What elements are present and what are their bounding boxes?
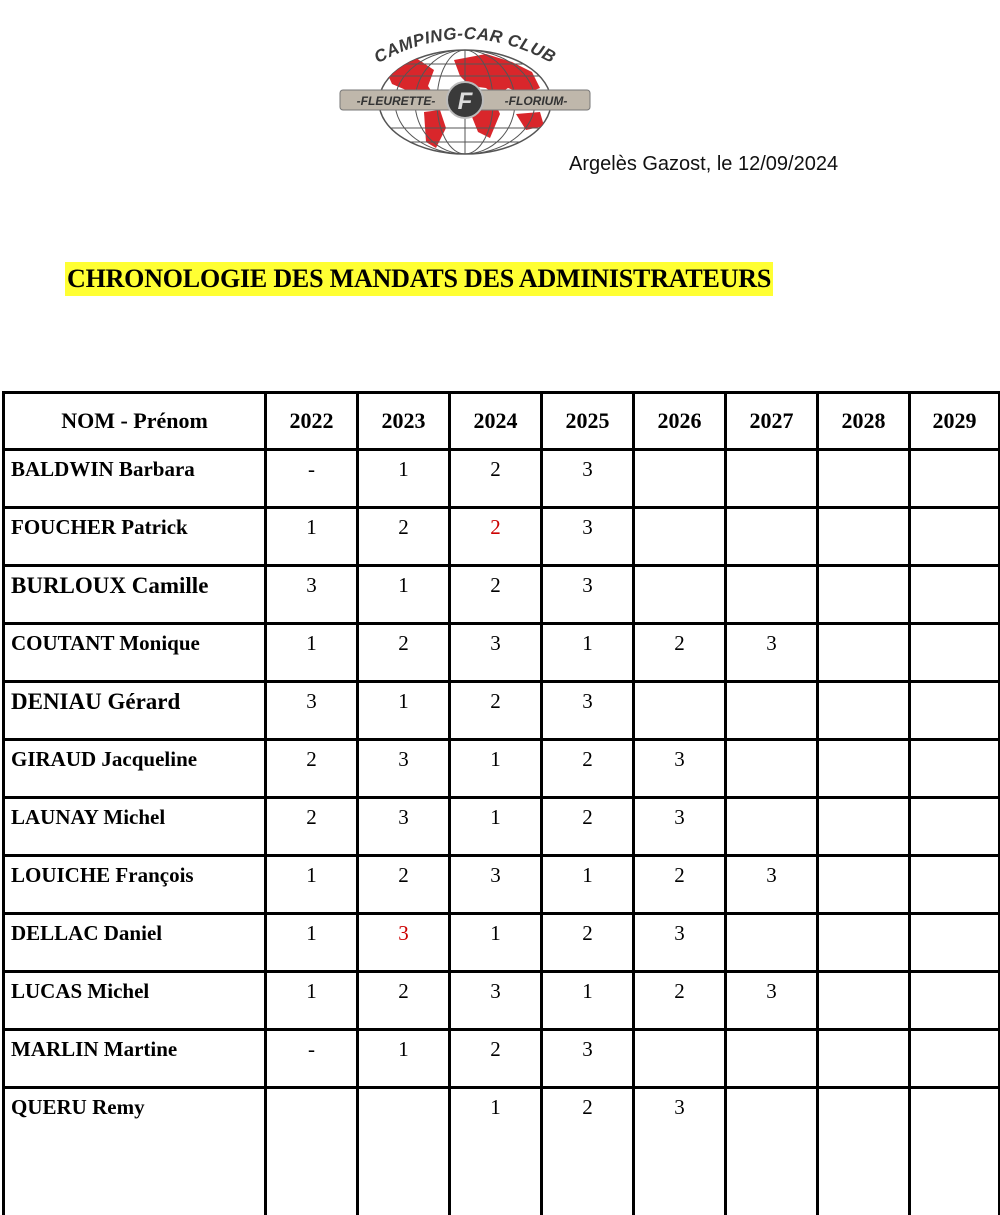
mandate-cell: 2 [450, 566, 542, 624]
admin-name: COUTANT Monique [4, 624, 266, 682]
mandate-cell [726, 508, 818, 566]
mandate-cell: 1 [450, 740, 542, 798]
header-year: 2025 [542, 393, 634, 450]
mandate-cell: 2 [450, 682, 542, 740]
admin-name: QUERU Remy [4, 1088, 266, 1215]
header-year: 2022 [266, 393, 358, 450]
table-row [4, 798, 1000, 856]
mandate-cell [818, 1030, 910, 1088]
mandate-cell: 2 [634, 624, 726, 682]
mandate-cell [726, 566, 818, 624]
mandate-cell [818, 798, 910, 856]
mandate-cell: 3 [358, 740, 450, 798]
mandate-cell: 1 [450, 1088, 542, 1215]
mandate-cell [910, 972, 1000, 1030]
mandate-cell [726, 1088, 818, 1215]
mandate-cell: 2 [450, 1030, 542, 1088]
mandate-cell: 1 [358, 566, 450, 624]
mandate-cell: - [266, 450, 358, 508]
mandate-cell: 2 [634, 972, 726, 1030]
table-row [4, 856, 1000, 914]
svg-text:F: F [458, 88, 474, 115]
mandate-cell: - [266, 1030, 358, 1088]
mandate-cell [910, 682, 1000, 740]
admin-name: BALDWIN Barbara [4, 450, 266, 508]
mandate-cell [818, 682, 910, 740]
mandate-cell: 3 [726, 972, 818, 1030]
mandate-cell: 3 [358, 798, 450, 856]
header-year: 2027 [726, 393, 818, 450]
mandate-cell: 1 [266, 624, 358, 682]
mandate-cell: 1 [266, 972, 358, 1030]
mandate-cell [726, 740, 818, 798]
mandate-cell [726, 682, 818, 740]
header-year: 2028 [818, 393, 910, 450]
mandate-cell [634, 566, 726, 624]
table-header-row [4, 393, 1000, 450]
mandate-cell: 3 [542, 450, 634, 508]
mandate-cell: 3 [542, 682, 634, 740]
mandate-cell: 3 [542, 508, 634, 566]
svg-text:-FLEURETTE-: -FLEURETTE- [357, 94, 436, 108]
admin-name: BURLOUX Camille [4, 566, 266, 624]
mandate-cell: 2 [358, 856, 450, 914]
mandate-cell [818, 1088, 910, 1215]
table-row [4, 914, 1000, 972]
mandate-cell: 1 [542, 856, 634, 914]
mandate-cell [634, 450, 726, 508]
table-row [4, 508, 1000, 566]
mandate-cell [818, 972, 910, 1030]
mandate-cell: 2 [358, 508, 450, 566]
mandate-cell: 2 [450, 508, 542, 566]
mandate-cell: 1 [358, 450, 450, 508]
mandate-cell [818, 914, 910, 972]
header-name: NOM - Prénom [4, 393, 266, 450]
mandate-cell [634, 1030, 726, 1088]
table-row [4, 1088, 1000, 1215]
mandate-cell [910, 1030, 1000, 1088]
mandate-cell [726, 798, 818, 856]
mandate-cell: 2 [542, 740, 634, 798]
admin-name: LUCAS Michel [4, 972, 266, 1030]
mandate-cell [818, 856, 910, 914]
mandate-cell: 3 [634, 798, 726, 856]
mandate-cell: 2 [266, 740, 358, 798]
mandate-cell [726, 914, 818, 972]
svg-text:-FLORIUM-: -FLORIUM- [505, 94, 568, 108]
table-row [4, 450, 1000, 508]
header-year: 2023 [358, 393, 450, 450]
mandate-cell: 3 [634, 740, 726, 798]
mandate-cell: 1 [358, 1030, 450, 1088]
mandate-cell: 3 [726, 856, 818, 914]
mandate-cell [910, 508, 1000, 566]
admin-name: DENIAU Gérard [4, 682, 266, 740]
mandate-cell [634, 508, 726, 566]
admin-name: LOUICHE François [4, 856, 266, 914]
table-row [4, 972, 1000, 1030]
mandate-cell: 3 [542, 1030, 634, 1088]
mandate-cell [818, 566, 910, 624]
mandate-cell [818, 450, 910, 508]
mandate-cell [910, 798, 1000, 856]
mandate-cell [910, 566, 1000, 624]
admin-name: DELLAC Daniel [4, 914, 266, 972]
mandates-table [2, 391, 1000, 1215]
mandate-cell: 3 [726, 624, 818, 682]
mandate-cell: 2 [542, 798, 634, 856]
mandate-cell: 2 [358, 624, 450, 682]
mandate-cell [910, 1088, 1000, 1215]
admin-name: GIRAUD Jacqueline [4, 740, 266, 798]
mandate-cell: 2 [266, 798, 358, 856]
table-row [4, 624, 1000, 682]
mandate-cell: 3 [358, 914, 450, 972]
mandate-cell [818, 508, 910, 566]
mandate-cell: 2 [542, 914, 634, 972]
svg-text:CAMPING-CAR CLUB: CAMPING-CAR CLUB [371, 24, 559, 67]
mandate-cell: 3 [634, 1088, 726, 1215]
admin-name: MARLIN Martine [4, 1030, 266, 1088]
mandate-cell [910, 740, 1000, 798]
table-row [4, 1030, 1000, 1088]
mandate-cell: 3 [266, 682, 358, 740]
date-line: Argelès Gazost, le 12/09/2024 [569, 153, 838, 176]
table-row [4, 682, 1000, 740]
mandate-cell [358, 1088, 450, 1215]
mandate-cell: 1 [266, 856, 358, 914]
mandate-cell [634, 682, 726, 740]
mandate-cell: 3 [634, 914, 726, 972]
mandate-cell: 3 [450, 972, 542, 1030]
mandate-cell: 2 [358, 972, 450, 1030]
mandate-cell [726, 450, 818, 508]
mandate-cell [726, 1030, 818, 1088]
mandate-cell: 3 [450, 856, 542, 914]
mandate-cell: 3 [542, 566, 634, 624]
page-title: CHRONOLOGIE DES MANDATS DES ADMINISTRATEURS [65, 262, 773, 296]
header-year: 2026 [634, 393, 726, 450]
mandate-cell: 2 [542, 1088, 634, 1215]
club-logo [336, 14, 594, 156]
mandate-cell [910, 914, 1000, 972]
admin-name: FOUCHER Patrick [4, 508, 266, 566]
header-year: 2029 [910, 393, 1000, 450]
mandate-cell: 3 [266, 566, 358, 624]
mandate-cell: 3 [450, 624, 542, 682]
mandate-cell [818, 624, 910, 682]
mandate-cell: 1 [542, 624, 634, 682]
mandate-cell: 1 [450, 798, 542, 856]
mandate-cell: 1 [542, 972, 634, 1030]
mandate-cell: 1 [266, 914, 358, 972]
mandate-cell: 1 [450, 914, 542, 972]
mandate-cell: 2 [450, 450, 542, 508]
mandate-cell: 1 [266, 508, 358, 566]
table-row [4, 566, 1000, 624]
mandate-cell: 1 [358, 682, 450, 740]
mandate-cell [818, 740, 910, 798]
mandate-cell [910, 856, 1000, 914]
admin-name: LAUNAY Michel [4, 798, 266, 856]
mandate-cell: 2 [634, 856, 726, 914]
mandate-cell [910, 450, 1000, 508]
header-year: 2024 [450, 393, 542, 450]
mandate-cell [910, 624, 1000, 682]
mandate-cell [266, 1088, 358, 1215]
table-row [4, 740, 1000, 798]
